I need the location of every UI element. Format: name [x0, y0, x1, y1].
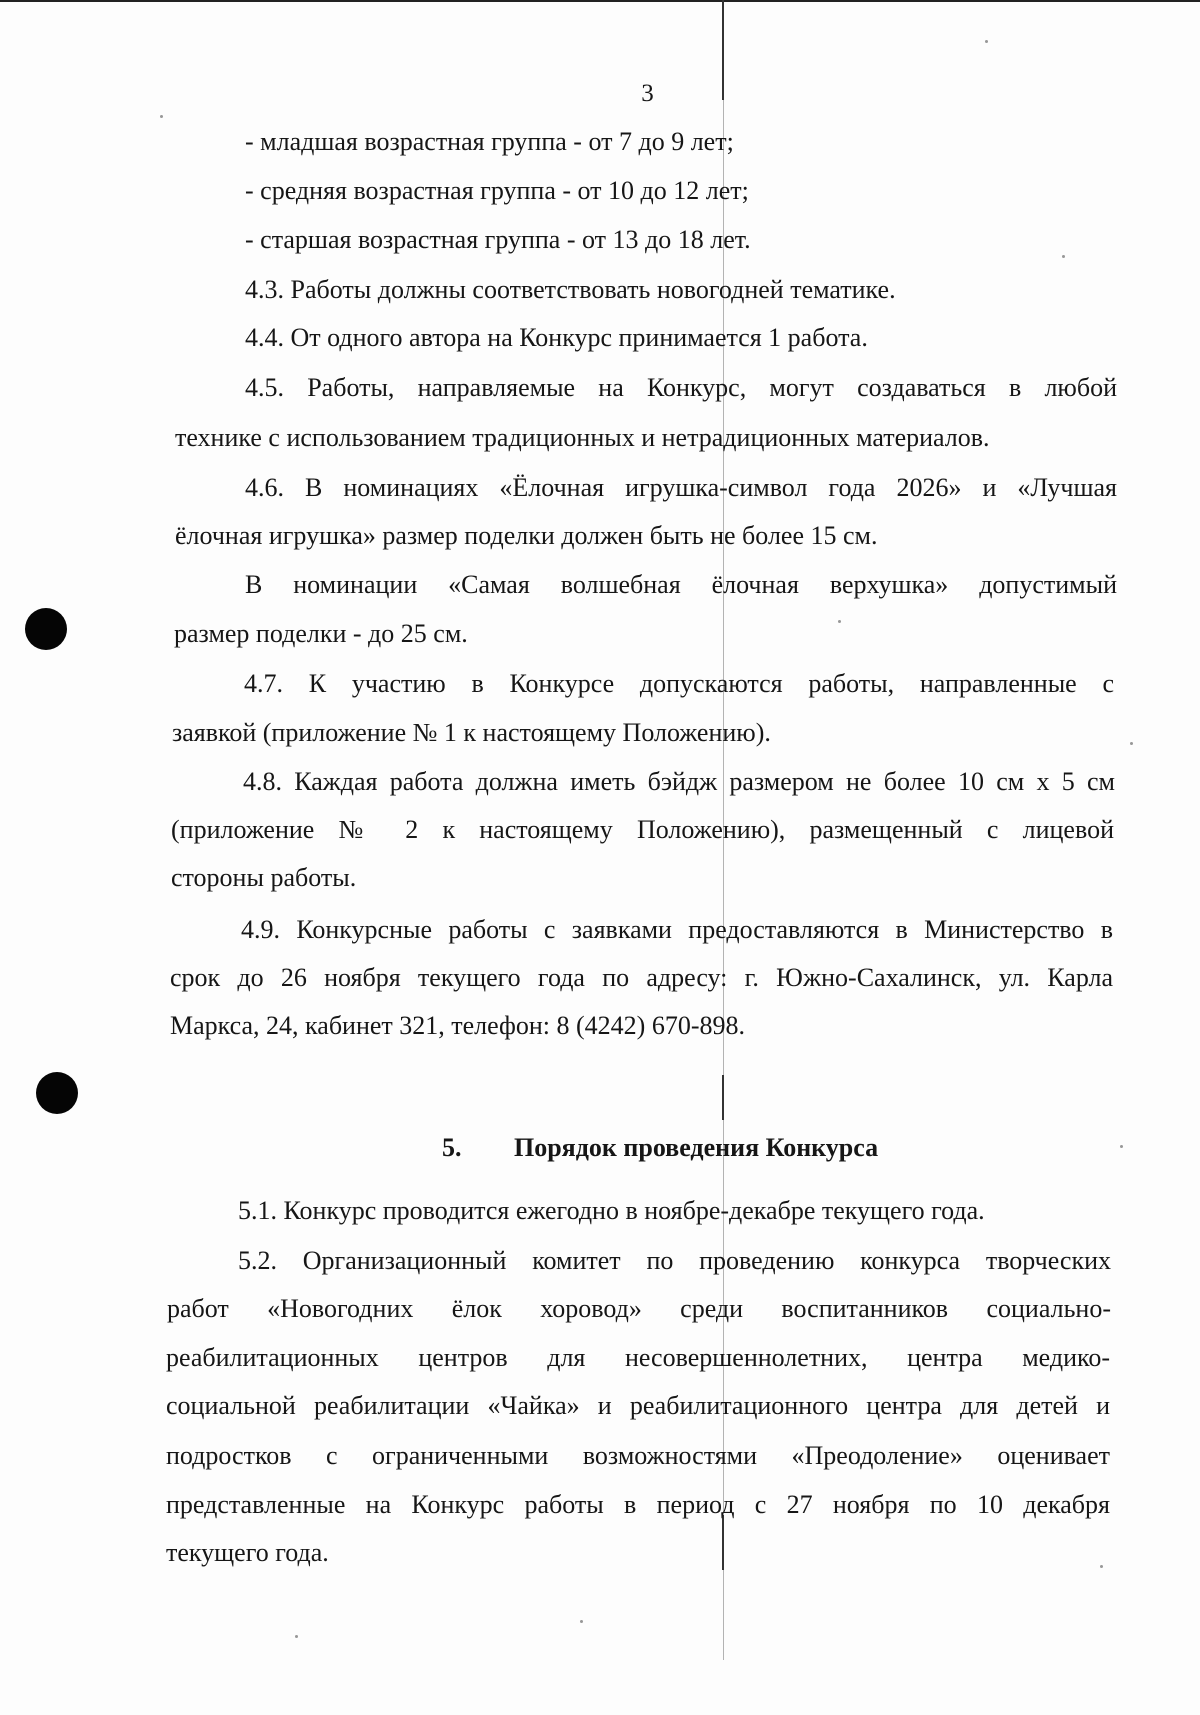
text-line: ёлочная игрушка» размер поделки должен быть не более 15 см. [175, 521, 878, 550]
punch-hole [36, 1072, 78, 1114]
text-line: Маркса, 24, кабинет 321, телефон: 8 (4242) 670-898. [170, 1011, 745, 1040]
text-line: размер поделки - до 25 см. [174, 619, 468, 648]
scan-speck [295, 1635, 298, 1638]
text-line: (приложение № 2 к настоящему Положению), размещенный с лицевой [171, 815, 1114, 844]
scan-speck [985, 40, 988, 43]
section-title: Порядок проведения Конкурса [514, 1133, 879, 1162]
text-line: 4.4. От одного автора на Конкурс принимается 1 работа. [245, 323, 868, 352]
scan-speck [1130, 742, 1133, 745]
text-line: В номинации «Самая волшебная ёлочная верхушка» допустимый [245, 570, 1117, 599]
text-line: 4.7. К участию в Конкурсе допускаются работы, направленные с [244, 669, 1114, 698]
section-number: 5. [442, 1133, 462, 1162]
text-line: 4.3. Работы должны соответствовать новогодней тематике. [245, 275, 896, 304]
text-line: 5.2. Организационный комитет по проведению конкурса творческих [238, 1246, 1111, 1275]
text-line: 4.5. Работы, направляемые на Конкурс, могут создаваться в любой [245, 373, 1117, 402]
text-line: подростков с ограниченными возможностями «Преодоление» оценивает [166, 1441, 1110, 1470]
scan-speck [580, 1620, 583, 1623]
scan-top-edge [0, 0, 1200, 2]
scan-speck [1100, 1565, 1103, 1568]
text-line: заявкой (приложение № 1 к настоящему Положению). [172, 718, 771, 747]
scan-speck [1120, 1145, 1123, 1148]
text-line: представленные на Конкурс работы в период с 27 ноября по 10 декабря [166, 1490, 1110, 1519]
text-line: текущего года. [166, 1538, 329, 1567]
text-line: - старшая возрастная группа - от 13 до 18 лет. [245, 225, 751, 254]
scan-speck [160, 115, 163, 118]
punch-hole [25, 608, 67, 650]
page-number: 3 [641, 80, 654, 107]
text-line: - средняя возрастная группа - от 10 до 12 лет; [245, 176, 749, 205]
scan-fold-line [722, 1515, 724, 1570]
text-line: 5.1. Конкурс проводится ежегодно в ноябре-декабре текущего года. [238, 1196, 985, 1225]
scan-speck [1062, 255, 1065, 258]
text-line: срок до 26 ноября текущего года по адресу: г. Южно-Сахалинск, ул. Карла [170, 963, 1113, 992]
text-line: социальной реабилитации «Чайка» и реабилитационного центра для детей и [166, 1391, 1110, 1420]
text-line: стороны работы. [171, 863, 357, 892]
text-line: работ «Новогодних ёлок хоровод» среди воспитанников социально- [167, 1294, 1111, 1323]
text-line: 4.6. В номинациях «Ёлочная игрушка-символ года 2026» и «Лучшая [245, 473, 1117, 502]
text-line: - младшая возрастная группа - от 7 до 9 лет; [245, 127, 734, 156]
scan-fold-line [722, 1075, 724, 1120]
text-line: технике с использованием традиционных и нетрадиционных материалов. [175, 423, 990, 452]
text-line: 4.8. Каждая работа должна иметь бэйдж размером не более 10 см х 5 см [243, 767, 1115, 796]
text-line: 4.9. Конкурсные работы с заявками предоставляются в Министерство в [241, 915, 1113, 944]
scan-speck [838, 620, 841, 623]
text-line: реабилитационных центров для несовершеннолетних, центра медико- [166, 1343, 1110, 1372]
